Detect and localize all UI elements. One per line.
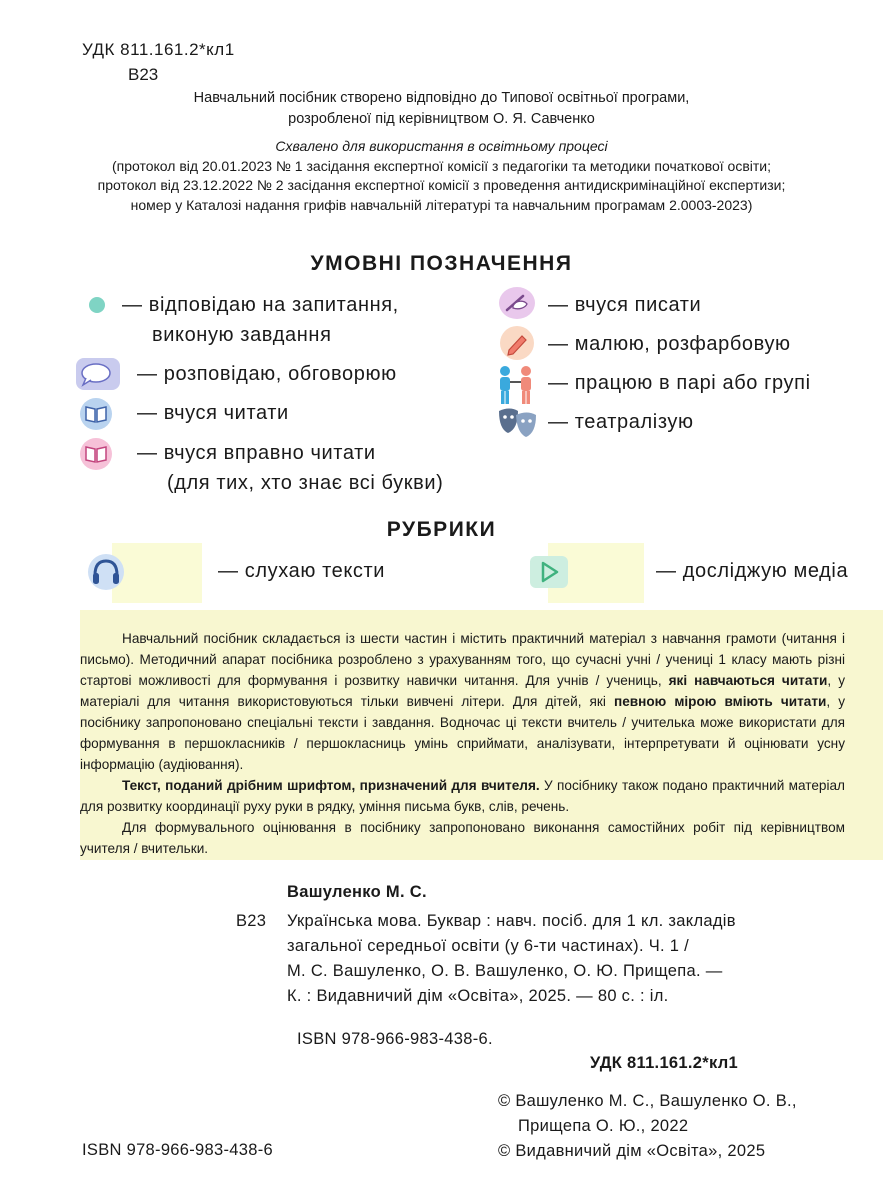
biblio-line: Українська мова. Буквар : навч. посіб. для 1 кл. закладів — [287, 912, 736, 930]
pink-book-icon — [78, 438, 114, 470]
copyright-line: © Видавничий дім «Освіта», 2025 — [498, 1142, 766, 1160]
description-text-run: Навчальний посібник складається із шести частин і містить практичний матеріал з навчання грамоти (читання і письмо). Методичний апарат посібника розроблено з урахуванням того, що сучасні учні / учениці 1 класу мають різні стартові можливості для формування і розвитку навички читання. Для учнів / учениць, — [80, 631, 845, 688]
legend-item-read: — вчуся читати — [137, 402, 289, 424]
description-paragraph: Для формувального оцінювання в посібнику запропоновано виконання самостійних робіт під керівництвом учителя / вчительки. — [80, 820, 845, 856]
pencil-icon — [498, 325, 536, 361]
description-text-run: , у посібнику запропоновано спеціальні тексти і завдання. Водночас ці тексти вчитель / учителька може використати для формування в першокласників / першокласниць умінь сприймати, аналізувати, інтерпретувати й оцінювати усну інформацію (аудіювання). — [80, 694, 845, 772]
copyright-block — [498, 1089, 797, 1164]
headphones-icon — [86, 553, 126, 591]
description-paragraph — [80, 775, 845, 817]
biblio-line: М. С. Вашуленко, О. В. Вашуленко, О. Ю. Прищепа. — — [287, 962, 723, 980]
play-icon — [528, 553, 570, 591]
theatre-masks-icon — [496, 405, 540, 441]
approval-title: Схвалено для використання в освітньому процесі — [275, 138, 608, 154]
library-code-top: В23 — [128, 65, 159, 84]
description-text-run: У посібнику також подано практичний матеріал для розвитку координації руху руки в рядку, уміння письма букв, слів, речень. — [80, 778, 845, 814]
rubric-media-label: — досліджую медіа — [656, 560, 849, 582]
description-emphasis: Текст, поданий дрібним шрифтом, призначений для вчителя. — [122, 778, 540, 793]
program-line: Навчальний посібник створено відповідно до Типової освітньої програми, — [193, 90, 690, 106]
blue-book-icon — [78, 398, 114, 430]
legend-item-read-fluently — [137, 438, 443, 498]
legend-line: (для тих, хто знає всі букви) — [167, 472, 444, 494]
legend-item-theatre: — театралізую — [548, 411, 694, 433]
legend-item-pair-work: — працюю в парі або групі — [548, 372, 811, 394]
biblio-code: В23 — [236, 912, 267, 930]
approval-line: (протокол від 20.01.2023 № 1 засідання експертної комісії з педагогіки та методики початкової освіти; — [111, 157, 772, 174]
description-block — [80, 610, 883, 860]
legend-title: УМОВНІ ПОЗНАЧЕННЯ — [310, 252, 573, 275]
legend-line: — вчуся вправно читати — [137, 442, 376, 464]
biblio-description — [287, 909, 777, 1009]
copyright-line: Прищепа О. Ю., 2022 — [518, 1117, 689, 1135]
writing-hand-icon — [498, 286, 536, 320]
description-paragraph — [80, 628, 845, 775]
biblio-line: К. : Видавничий дім «Освіта», 2025. — 80 с. : іл. — [287, 987, 669, 1005]
biblio-line: загальної середньої освіти (у 6-ти частинах). Ч. 1 / — [287, 937, 690, 955]
legend-line: виконую завдання — [152, 324, 332, 346]
udk-code-top: УДК 811.161.2*кл1 — [82, 40, 235, 59]
program-line: розробленої під керівництвом О. Я. Савченко — [288, 111, 595, 127]
rubrics-title: РУБРИКИ — [386, 518, 497, 541]
approval-statement — [0, 137, 883, 215]
description-emphasis: які навчаються читати — [668, 673, 828, 688]
rubric-listen-label: — слухаю тексти — [218, 560, 386, 582]
description-text — [80, 628, 845, 859]
legend-line: — відповідаю на запитання, — [122, 294, 399, 316]
speech-bubble-icon — [74, 356, 122, 392]
program-statement — [0, 88, 883, 130]
description-text-run: , у матеріалі для читання використовуються тільки вивчені літери. Для дітей, які — [80, 673, 845, 709]
description-emphasis: певною мірою вміють читати — [613, 694, 827, 709]
green-dot-icon — [89, 297, 105, 313]
legend-item-write: — вчуся писати — [548, 294, 702, 316]
approval-line: протокол від 23.12.2022 № 2 засідання експертної комісії з проведення антидискримінаційної експертизи; — [97, 177, 786, 193]
pair-people-icon — [492, 364, 540, 406]
legend-item-draw: — малюю, розфарбовую — [548, 333, 791, 355]
biblio-udk: УДК 811.161.2*кл1 — [590, 1054, 738, 1072]
biblio-isbn: ISBN 978-966-983-438-6. — [297, 1030, 493, 1048]
copyright-line: © Вашуленко М. С., Вашуленко О. В., — [498, 1092, 797, 1110]
biblio-author: Вашуленко М. С. — [287, 883, 427, 901]
approval-line: номер у Каталозі надання грифів навчальній літературі та навчальним програмам 2.0003-2023) — [130, 196, 753, 213]
footer-isbn: ISBN 978-966-983-438-6 — [82, 1141, 273, 1159]
legend-item-answer — [122, 290, 399, 350]
legend-item-discuss: — розповідаю, обговорюю — [137, 363, 397, 385]
